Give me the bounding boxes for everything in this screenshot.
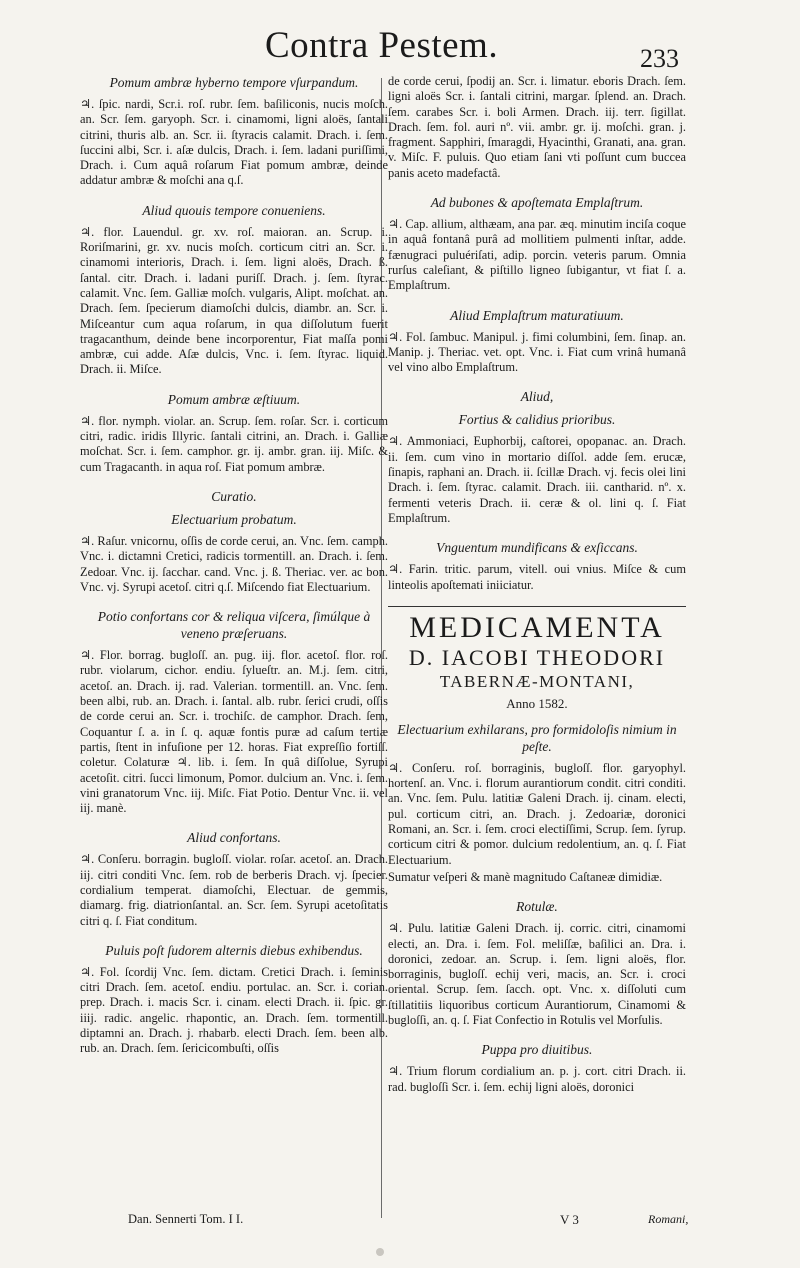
running-head [0,18,800,73]
catchword: Romani, [648,1212,689,1226]
section-heading: Potio confortans cor & reliqua viſcera, ſimúlque à veneno præſeruans. [97,609,371,642]
recipe-text: ♃. flor. Lauendul. gr. xv. roſ. maioran. an. Scrup. i. Roriſmarini, gr. xv. nucis moſch. corticum citri an. Scr. i. cinamomi interioris, Drach. i. ſem. ligni aloës, Drach. ß. ſantal. citr. Drach. i. ladani puriſſ. Drach. j. ſem. ſtyrac. calamit. Vnc. ſem. Galliæ moſch. vulgaris, Alipt. moſchat. an. Drach. ſem. ſpecierum diamoſchi dulcis, diambr. an. Scr. i. Miſceantur cum aqua roſarum, in qua diſſolutum fuerit tragacanthum, deinde bene incorporentur, Fiat maſſa pomi ambræ, cui adde. Aſæ dulcis, Vnc. i. ſem. ſtyrac. liquid. Drach. ii. Miſce. [80,224,388,377]
recipe-text: ♃. Pulu. latitiæ Galeni Drach. ij. corric. citri, cinamomi electi, an. Dra. i. ſem. Fol. meliſſæ, baſilici an. Dra. i. doronici, zedoar. an. Scrup. i. ſem. ligni aloës, flor. borraginis, bugloſſ. echij veri, macis, an. Scr. i. croci oriental. Scrup. ſem. ſacch. opt. Vnc. x. diſſoluti cum ſtillatitiis liquoribus corticum Aurantiorum, Cinamomi & bugloſſi, an. q. ſ. Fiat Confectio in Rotulis vel Morſulis. [388,921,686,1027]
section-heading: Aliud quouis tempore conueniens. [142,202,326,218]
section-heading: Aliud confortans. [187,830,281,846]
section-heading: Pomum ambræ hyberno tempore vſurpandum. [109,75,359,90]
recipe-text: ♃. Conſeru. borragin. bugloſſ. violar. roſar. acetoſ. an. Drach. iij. citri conditi Vnc. ſem. rob de berberis Drach. vj. ſpecier. cordialium temperat. diamoſchi, Electuar. de gemmis, diamarg. frig. diatrionſantal. an. Scr. ſem. Syrupi acetoſitatis citri q. ſ. Fiat conditum. [80,852,388,928]
section-heading: Vnguentum mundificans & exſiccans. [436,540,638,556]
section-heading: Curatio. [211,488,257,504]
section-heading: Aliud Emplaſtrum maturatiuum. [450,307,624,323]
paper-spot [376,1248,384,1256]
page-footer [0,1212,800,1232]
page-number: 233 [640,44,679,73]
recipe-text: ♃. Trium florum cordialium an. p. j. cort. citri Drach. ii. rad. bugloſſi Scr. i. ſem. echij ligni aloës, doronici [388,1064,686,1094]
recipe-text: ♃. Cap. allium, althæam, ana par. æq. minutim inciſa coque in aquâ fontanâ purâ ad mollitiem pulmenti inſtar, adde. fænugraci puluériſati, adip. porcin. veteris parum. Omnia rurſus caleſiant, & piſtillo ligneo ſubigantur, vt fiat ſ. a. Emplaſtrum. [388,217,686,293]
author-surname: TABERNÆ-MONTANI, [439,671,635,691]
title-rule [388,606,686,607]
recipe-text: ♃. Flor. borrag. bugloſſ. an. pug. iij. flor. acetoſ. flor. roſ. rubr. violarum, cichor. endiu. ſylueſtr. an. M.j. ſem. citri, acetoſ. an. Drach. ij. rad. Valerian. tormentill. an. Vnc. ſem. been albi, rub. an. Drach. i. ſantal. alb. rubr. ſerici crudi, oſſis de corde cerui an. Scr. i. trochiſc. de camphor. Drach. ſem, Coquantur ſ. a. in ſ. q. aquæ fontis puræ ad caſum tertiæ partis, ſtent in infuſione per 12. horas. Fiat expreſſio fortiſſ. coletur. Colaturæ ♃. lib. i. ſem. In quâ diſſolue, Syrupi acetoſit. citri. ſucci limonum, Pomor. dulcium an. Vnc. i. ſem. vini granatorum Vnc. iij. Miſc. Fiat Potio. Dentur Vnc. ii. vel iij. manè. [80,648,388,816]
recipe-text: ♃. Fol. ſcordij Vnc. ſem. dictam. Cretici Drach. i. ſeminis citri Drach. ſem. acetoſ. endiu. portulac. an. Scr. i. corian. prep. Drach. i. macis Scr. i. cinam. electi Drach. ii. ſpic. gr. iiij. radic. angelic. rhapontic, an. Drach. ſem. tormentill. diptamni an. Drach. j. rhabarb. electi Drach. ſem. been alb. rub. an. Drach. ſem. ſericicombuſti, oſſis [80,964,388,1056]
left-column [80,74,388,1070]
recipe-text: ♃. Conſeru. roſ. borraginis, bugloſſ. flor. garyophyl. hortenſ. an. Vnc. i. florum aurantiorum condit. citri conditi. an. Vnc. ſem. Pulu. latitiæ Galeni Drach. ij. cinam. electi, pul. corticum citri, an. Drach. j. Zedoariæ, doronici Romani, an. Scr. i. ſem. croci electiſſimi, Scrup. ſem. ſyrup. corticum citri & pomor. dulcium redolentium, an. q. ſ. Fiat Electuarium. [388,760,686,867]
recipe-text: ♃. Fol. ſambuc. Manipul. j. fimi columbini, ſem. ſinap. an. Manip. j. Theriac. vet. opt. Vnc. i. Fiat cum vrinâ humanâ vel vino albo Emplaſtrum. [388,329,686,375]
section-subheading: Fortius & calidius prioribus. [458,412,616,428]
recipe-text: ♃. Raſur. vnicornu, oſſis de corde cerui, an. Vnc. ſem. camph. Vnc. i. dictamni Cretici, radicis tormentill. an. Drach. i. ſem. Zedoar. Vnc. ij. ſacchar. cand. Vnc. j. ß. Theriac. ver. ac bon. Vnc. vj. Syrupi acetoſ. citri q.ſ. Miſcendo fiat Electuarium. [80,533,388,594]
signature-line: Dan. Sennerti Tom. I I. [128,1212,244,1226]
section-subheading: Electuarium probatum. [171,511,297,527]
dosage-note: Sumatur veſperi & manè magnitudo Caſtaneæ dimidiæ. [388,869,663,884]
year-label: Anno 1582. [506,695,568,711]
running-title: Contra Pestem. [265,25,499,66]
section-heading: Ad bubones & apoſtemata Emplaſtrum. [430,195,644,211]
section-heading: Puluis poſt ſudorem alternis diebus exhibendus. [105,942,363,958]
section-heading: Pomum ambræ æſtiuum. [167,391,301,407]
section-title: MEDICAMENTA [409,610,665,644]
section-heading: Rotulæ. [516,899,558,915]
recipe-text: de corde cerui, ſpodij an. Scr. i. limatur. eboris Drach. ſem. ligni aloës Scr. i. ſantali citrini, margar. ſplend. an. Drach. ſem. carabes Scr. i. boli Armen. Drach. iij. terr. ſigillat. Drach. ſem. fol. auri nº. vii. ambr. gr. ij. moſchi. gran. j. fragment. Sapphiri, ſmaragdi, Hyacinthi, Granati, ana. gran. v. Miſc. F. puluis. Quo etiam ſani vti poſſunt cum buccea panis aceto madefactâ. [388,74,686,180]
section-heading: Electuarium exhilarans, pro formidoloſis nimium in peſte. [397,721,677,754]
recipe-text: ♃. flor. nymph. violar. an. Scrup. ſem. roſar. Scr. i. corticum citri, radic. iridis Illyric. ſantali citrini, an. Drach. i. Galliæ moſchat. Scr. i. ſem. camphor. gr. ij. ambr. gran. iij. Miſc. & cum Tragacanth. in aqua roſ. Fiat pomum ambræ. [80,413,388,474]
recipe-text: ♃. ſpic. nardi, Scr.i. roſ. rubr. ſem. baſiliconis, nucis moſch. an. Scr. ſem. garyoph. Scr. i. cinamomi, ligni aloës, ſantali citrini, thuris alb. an. Scr. ii. ſtyracis calamit. Drach. i. ſem. ſuccini albi, Scr. i. aſæ dulcis, Drach. i. ſem. ladani puriſſimi, Drach. i. Cum aquâ roſarum Fiat pomum ambræ, deinde addatur ambræ & moſchi ana q.ſ. [80,97,388,188]
recipe-text: ♃. Ammoniaci, Euphorbij, caſtorei, opopanac. an. Drach. ii. ſem. cum vino in mortario diſſol. adde ſem. erucæ, ſinapis, raphani an. Drach. ii. ſcillæ Drach. vj. fecis olei lini Drach. i. ſem. ſtyrac. calamit. Drach. iii. cantharid. nº. x. fermenti veteris Drach. ii. ceræ & ol. lini q. ſ. Fiat Emplaſtrum. [388,434,686,525]
section-heading: Puppa pro diuitibus. [481,1042,593,1058]
section-heading: Aliud, [520,389,554,405]
author-name: D. IACOBI THEODORI [408,644,666,670]
right-column [388,74,686,1108]
sheet-mark: V 3 [560,1212,579,1227]
recipe-text: ♃. Farin. tritic. parum, vitell. oui vnius. Miſce & cum linteolis apoſtemati iniiciatur. [388,562,686,592]
